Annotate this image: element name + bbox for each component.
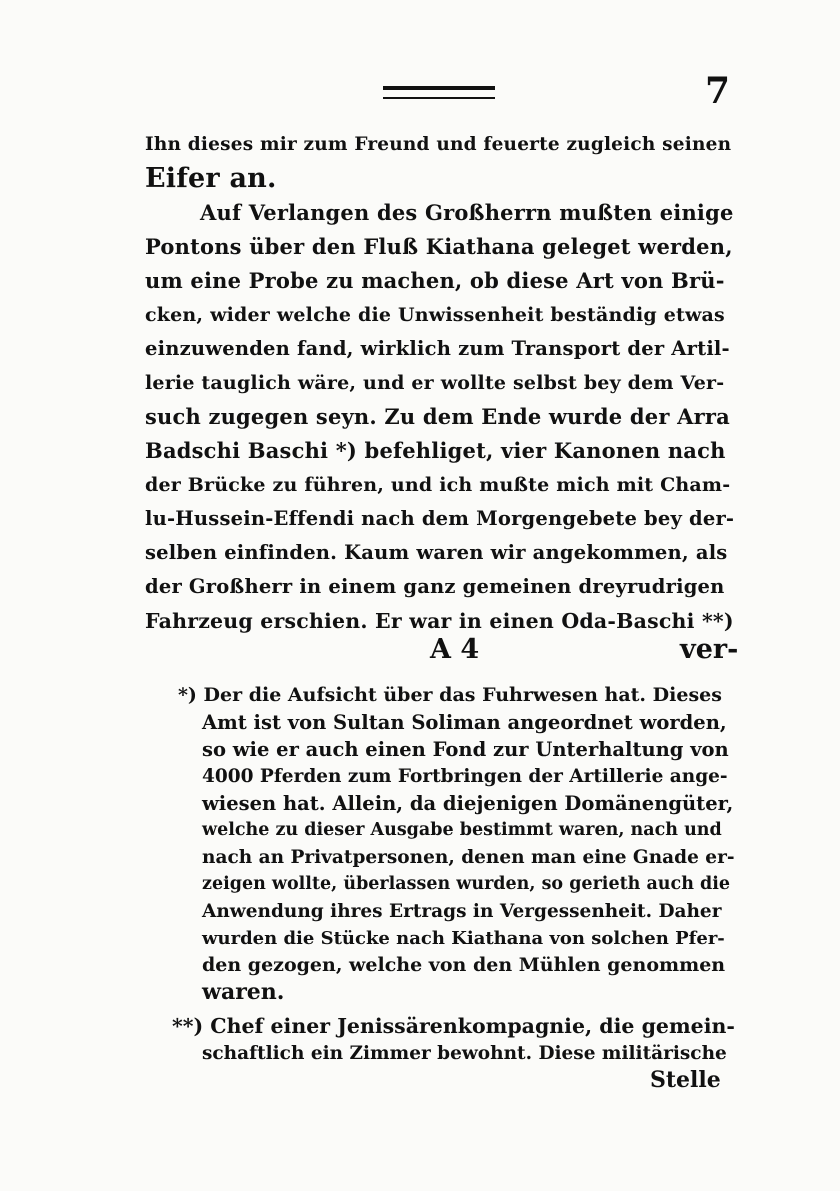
- footnote-line: schaftlich ein Zimmer bewohnt. Diese militärische: [202, 1043, 727, 1064]
- footnote-line: **) Chef einer Jenissärenkompagnie, die gemein-: [172, 1014, 735, 1038]
- body-line: lerie tauglich wäre, und er wollte selbst bey dem Ver-: [145, 372, 725, 394]
- body-line: Ihn dieses mir zum Freund und feuerte zugleich seinen: [145, 134, 732, 155]
- body-line: Pontons über den Fluß Kiathana geleget werden,: [145, 234, 733, 259]
- footnote-line: Amt ist von Sultan Soliman angeordnet worden,: [202, 711, 727, 734]
- body-line: lu-Hussein-Effendi nach dem Morgengebete bey der-: [145, 507, 735, 530]
- footnote-line: *) Der die Aufsicht über das Fuhrwesen hat. Dieses: [178, 684, 722, 706]
- body-line: such zugegen seyn. Zu dem Ende wurde der Arra: [145, 404, 730, 429]
- body-line: selben einfinden. Kaum waren wir angekommen, als: [145, 541, 728, 564]
- footnote-line: wiesen hat. Allein, da diejenigen Domänengüter,: [202, 792, 734, 815]
- body-line: cken, wider welche die Unwissenheit beständig etwas: [145, 304, 725, 326]
- footnote-line: zeigen wollte, überlassen wurden, so gerieth auch die: [202, 874, 731, 894]
- footnote-line: so wie er auch einen Fond zur Unterhaltung von: [202, 738, 729, 761]
- footnote-line: 4000 Pferden zum Fortbringen der Artillerie ange-: [202, 766, 728, 787]
- catchword: ver-: [680, 634, 739, 665]
- footnote-line: nach an Privatpersonen, denen man eine Gnade er-: [202, 847, 735, 868]
- footnote-line: waren.: [202, 979, 285, 1005]
- footnote-line: wurden die Stücke nach Kiathana von solchen Pfer-: [202, 928, 725, 949]
- footnote-line: welche zu dieser Ausgabe bestimmt waren, nach und: [202, 820, 722, 840]
- body-line: Badschi Baschi *) befehliget, vier Kanonen nach: [145, 438, 726, 463]
- page-number: 7: [705, 70, 731, 112]
- footnote-catchword: Stelle: [650, 1067, 721, 1093]
- footnote-line: Anwendung ihres Ertrags in Vergessenheit. Daher: [202, 901, 722, 922]
- body-line: der Brücke zu führen, und ich mußte mich mit Cham-: [145, 474, 731, 496]
- body-line: einzuwenden fand, wirklich zum Transport der Artil-: [145, 337, 730, 360]
- footnote-line: den gezogen, welche von den Mühlen genommen: [202, 954, 726, 976]
- signature-mark: A 4: [430, 634, 480, 665]
- body-line: der Großherr in einem ganz gemeinen dreyrudrigen: [145, 575, 725, 598]
- body-line: Auf Verlangen des Großherrn mußten einige: [200, 200, 734, 225]
- body-line: Eifer an.: [145, 163, 277, 194]
- body-line: um eine Probe zu machen, ob diese Art von Brü-: [145, 268, 725, 293]
- body-line: Fahrzeug erschien. Er war in einen Oda-Baschi **): [145, 609, 734, 633]
- header-rule: [383, 86, 495, 99]
